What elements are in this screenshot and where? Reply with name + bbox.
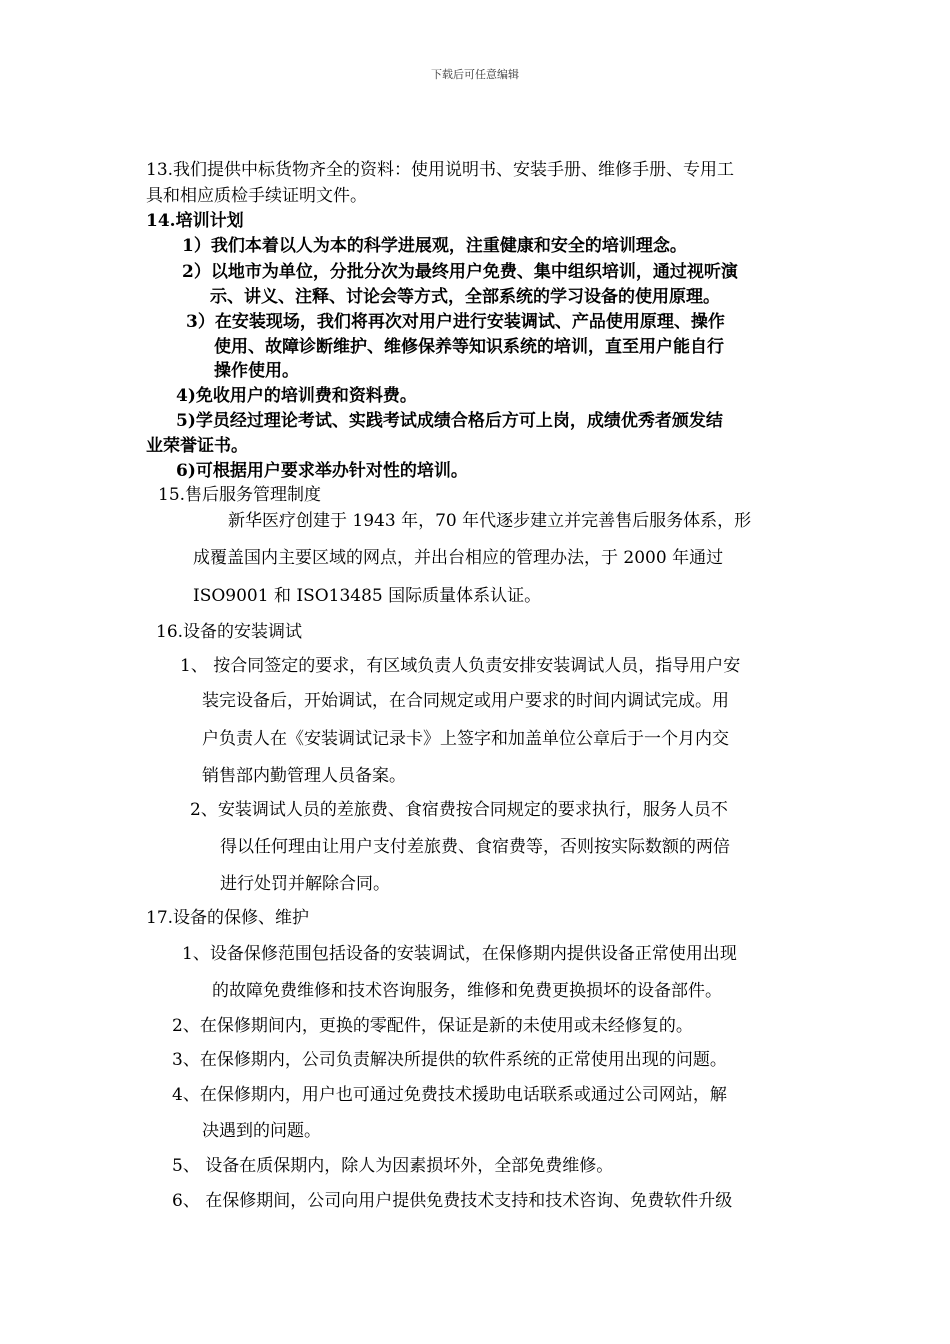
section-14-heading: 14.培训计划 [146, 211, 244, 231]
line-13-a: 13.我们提供中标货物齐全的资料：使用说明书、安装手册、维修手册、专用工 [146, 160, 735, 180]
line-16-2c: 进行处罚并解除合同。 [220, 874, 390, 894]
line-17-1b: 的故障免费维修和技术咨询服务，维修和免费更换损坏的设备部件。 [212, 981, 722, 1001]
line-16-1a: 1、 按合同签定的要求，有区域负责人负责安排安装调试人员，指导用户安 [180, 656, 741, 676]
line-14-3b: 使用、故障诊断维护、维修保养等知识系统的培训，直至用户能自行 [214, 337, 724, 357]
page-header: 下载后可任意编辑 [431, 68, 519, 81]
line-14-2a: 2）以地市为单位，分批分次为最终用户免费、集中组织培训，通过视听演 [182, 262, 738, 282]
line-13-b: 具和相应质检手续证明文件。 [146, 186, 367, 206]
section-17-heading: 17.设备的保修、维护 [146, 908, 310, 928]
line-15-b: 成覆盖国内主要区域的网点，并出台相应的管理办法，于 2000 年通过 [193, 548, 724, 568]
line-17-2: 2、在保修期间内，更换的零配件，保证是新的未使用或未经修复的。 [172, 1016, 693, 1036]
line-17-1a: 1、设备保修范围包括设备的安装调试，在保修期内提供设备正常使用出现 [182, 944, 737, 964]
line-14-3c: 操作使用。 [214, 361, 299, 381]
line-17-4b: 决遇到的问题。 [202, 1121, 321, 1141]
line-14-2b: 示、讲义、注释、讨论会等方式，全部系统的学习设备的使用原理。 [210, 287, 720, 307]
line-14-6: 6)可根据用户要求举办针对性的培训。 [176, 461, 468, 481]
line-16-1b: 装完设备后，开始调试，在合同规定或用户要求的时间内调试完成。用 [202, 691, 729, 711]
line-16-2b: 得以任何理由让用户支付差旅费、食宿费等，否则按实际数额的两倍 [220, 837, 730, 857]
line-14-4: 4)免收用户的培训费和资料费。 [176, 386, 417, 406]
line-17-3: 3、在保修期内，公司负责解决所提供的软件系统的正常使用出现的问题。 [172, 1050, 727, 1070]
line-17-4a: 4、在保修期内，用户也可通过免费技术援助电话联系或通过公司网站，解 [172, 1085, 727, 1105]
line-15-a: 新华医疗创建于 1943 年，70 年代逐步建立并完善售后服务体系，形 [228, 511, 752, 531]
line-15-c: ISO9001 和 ISO13485 国际质量体系认证。 [193, 586, 542, 606]
section-16-heading: 16.设备的安装调试 [156, 622, 303, 642]
line-14-3a: 3）在安装现场，我们将再次对用户进行安装调试、产品使用原理、操作 [186, 312, 725, 332]
line-16-2a: 2、安装调试人员的差旅费、食宿费按合同规定的要求执行，服务人员不 [190, 800, 728, 820]
line-14-1: 1）我们本着以人为本的科学进展观，注重健康和安全的培训理念。 [182, 236, 687, 256]
line-17-5: 5、 设备在质保期内，除人为因素损坏外，全部免费维修。 [172, 1156, 614, 1176]
section-15-heading: 15.售后服务管理制度 [158, 485, 322, 505]
line-17-6: 6、 在保修期间，公司向用户提供免费技术支持和技术咨询、免费软件升级 [172, 1191, 733, 1211]
line-16-1d: 销售部内勤管理人员备案。 [202, 766, 406, 786]
line-14-5b: 业荣誉证书。 [146, 436, 248, 456]
line-16-1c: 户负责人在《安装调试记录卡》上签字和加盖单位公章后于一个月内交 [202, 729, 729, 749]
line-14-5a: 5)学员经过理论考试、实践考试成绩合格后方可上岗，成绩优秀者颁发结 [176, 411, 723, 431]
